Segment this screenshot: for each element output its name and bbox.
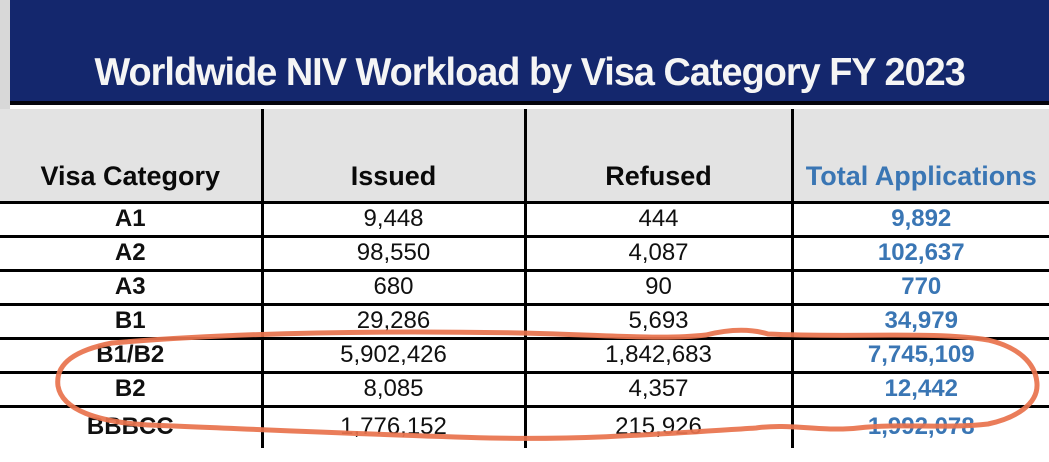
cell-category: BBBCC xyxy=(0,406,262,448)
cell-total: 770 xyxy=(792,270,1049,304)
cell-refused: 4,357 xyxy=(525,372,792,406)
cell-category: A1 xyxy=(0,202,262,236)
table-row-a3 xyxy=(0,270,1049,304)
cell-issued: 8,085 xyxy=(262,372,525,406)
niv-workload-table xyxy=(0,109,1049,448)
cell-refused: 444 xyxy=(525,202,792,236)
cell-refused: 4,087 xyxy=(525,236,792,270)
page-title: Worldwide NIV Workload by Visa Category FY 2023 xyxy=(94,51,965,94)
cell-category: B2 xyxy=(0,372,262,406)
cell-total: 102,637 xyxy=(792,236,1049,270)
table-row-b1 xyxy=(0,304,1049,338)
cell-issued: 1,776,152 xyxy=(262,406,525,448)
table-row-b1b2 xyxy=(0,338,1049,372)
col-header-total-applications: Total Applications xyxy=(792,109,1049,202)
table-header-row xyxy=(0,109,1049,202)
cell-issued: 680 xyxy=(262,270,525,304)
cell-category: A2 xyxy=(0,236,262,270)
table-row-a1 xyxy=(0,202,1049,236)
cell-category: B1 xyxy=(0,304,262,338)
cell-issued: 29,286 xyxy=(262,304,525,338)
title-banner xyxy=(10,0,1049,105)
cell-issued: 5,902,426 xyxy=(262,338,525,372)
cell-total: 12,442 xyxy=(792,372,1049,406)
cell-refused: 215,926 xyxy=(525,406,792,448)
left-margin-sliver xyxy=(0,0,10,109)
col-header-visa-category: Visa Category xyxy=(0,109,262,202)
cell-category: A3 xyxy=(0,270,262,304)
table-row-a2 xyxy=(0,236,1049,270)
col-header-issued: Issued xyxy=(262,109,525,202)
cell-refused: 1,842,683 xyxy=(525,338,792,372)
cell-issued: 98,550 xyxy=(262,236,525,270)
cell-total: 7,745,109 xyxy=(792,338,1049,372)
cell-issued: 9,448 xyxy=(262,202,525,236)
col-header-refused: Refused xyxy=(525,109,792,202)
cell-refused: 5,693 xyxy=(525,304,792,338)
cell-category: B1/B2 xyxy=(0,338,262,372)
cell-total: 9,892 xyxy=(792,202,1049,236)
table-row-bbbcc xyxy=(0,406,1049,448)
table-row-b2 xyxy=(0,372,1049,406)
cell-refused: 90 xyxy=(525,270,792,304)
cell-total: 1,992,078 xyxy=(867,412,975,440)
cell-total: 34,979 xyxy=(792,304,1049,338)
